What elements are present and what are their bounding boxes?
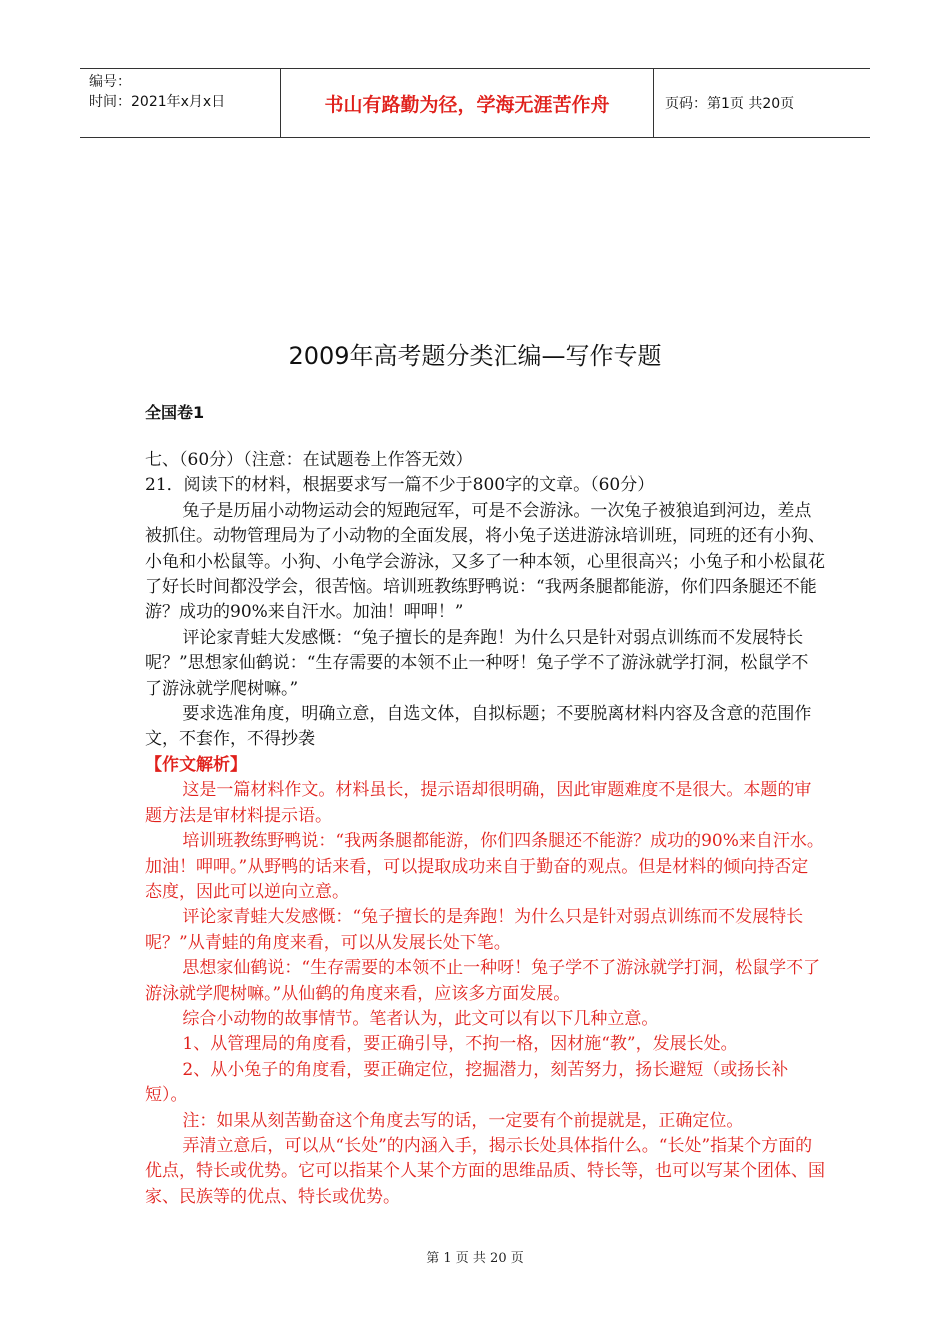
- analysis-paragraph: 培训班教练野鸭说：“我两条腿都能游，你们四条腿还不能游？成功的90%来自汗水。加油！呷呷。”从野鸭的话来看，可以提取成功来自于勤奋的观点。但是材料的倾向持否定态度，因此可以逆向立意。: [145, 831, 824, 902]
- page-header: [80, 68, 870, 138]
- number-label: 编号：: [89, 74, 131, 90]
- document-title: 2009年高考题分类汇编—写作专题: [288, 342, 662, 370]
- header-meta: [80, 69, 281, 137]
- document-body: [145, 448, 825, 1210]
- time-label: 时间：2021年x月x日: [89, 94, 226, 110]
- question-line-2: 21．阅读下的材料，根据要求写一篇不少于800字的文章。（60分）: [145, 475, 655, 496]
- analysis-paragraph: 这是一篇材料作文。材料虽长，提示语却很明确，因此审题难度不是很大。本题的审题方法是审材料提示语。: [145, 780, 812, 826]
- analysis-paragraph: 2、从小兔子的角度看，要正确定位，挖掘潜力，刻苦努力，扬长避短（或扬长补短）。: [145, 1059, 789, 1106]
- section-label: 全国卷1: [145, 403, 205, 422]
- analysis-paragraph: 注：如果从刻苦勤奋这个角度去写的话，一定要有个前提就是，正确定位。: [182, 1110, 744, 1131]
- analysis-paragraph: 思想家仙鹤说：“生存需要的本领不止一种呀！兔子学不了游泳就学打洞，松鼠学不了游泳就学爬树嘛。”从仙鹤的角度来看，应该多方面发展。: [145, 958, 821, 1004]
- requirement-paragraph: 要求选准角度，明确立意，自选文体，自拟标题；不要脱离材料内容及含意的范围作文，不套作，不得抄袭: [145, 704, 812, 750]
- question-line-1: 七、（60分）（注意：在试题卷上作答无效）: [145, 450, 473, 470]
- analysis-paragraph: 1、从管理局的角度看，要正确引导，不拘一格，因材施“教”，发展长处。: [182, 1034, 738, 1055]
- page-footer: 第 1 页 共 20 页: [426, 1251, 524, 1266]
- header-motto: 书山有路勤为径，学海无涯苦作舟: [281, 69, 654, 137]
- analysis-paragraph: 弄清立意后，可以从“长处”的内涵入手，揭示长处具体指什么。“长处”指某个方面的优点，特长或优势。它可以指某个人某个方面的思维品质、特长等，也可以写某个团体、国家、民族等的优点、特长或优势。: [145, 1135, 825, 1207]
- header-page-info: 页码：第1页 共20页: [665, 96, 795, 112]
- analysis-heading: 【作文解析】: [145, 754, 247, 775]
- analysis-paragraph: 评论家青蛙大发感慨：“兔子擅长的是奔跑！为什么只是针对弱点训练而不发展特长呢？”从青蛙的角度来看，可以从发展长处下笔。: [145, 907, 804, 953]
- analysis-paragraph: 综合小动物的故事情节。笔者认为，此文可以有以下几种立意。: [182, 1008, 659, 1029]
- material-paragraph-1: 兔子是历届小动物运动会的短跑冠军，可是不会游泳。一次兔子被狼追到河边，差点被抓住。动物管理局为了小动物的全面发展，将小兔子送进游泳培训班，同班的还有小狗、小龟和小松鼠等。小狗、小龟学会游泳，又多了一种本领，心里很高兴；小兔子和小松鼠花了好长时间都没学会，很苦恼。培训班教练野鸭说：“我两条腿都能游，你们四条腿还不能游？成功的90%来自汗水。加油！呷呷！”: [145, 500, 825, 623]
- material-paragraph-2: 评论家青蛙大发感慨：“兔子擅长的是奔跑！为什么只是针对弱点训练而不发展特长呢？”思想家仙鹤说：“生存需要的本领不止一种呀！兔子学不了游泳就学打洞，松鼠学不了游泳就学爬树嘛。”: [145, 627, 809, 699]
